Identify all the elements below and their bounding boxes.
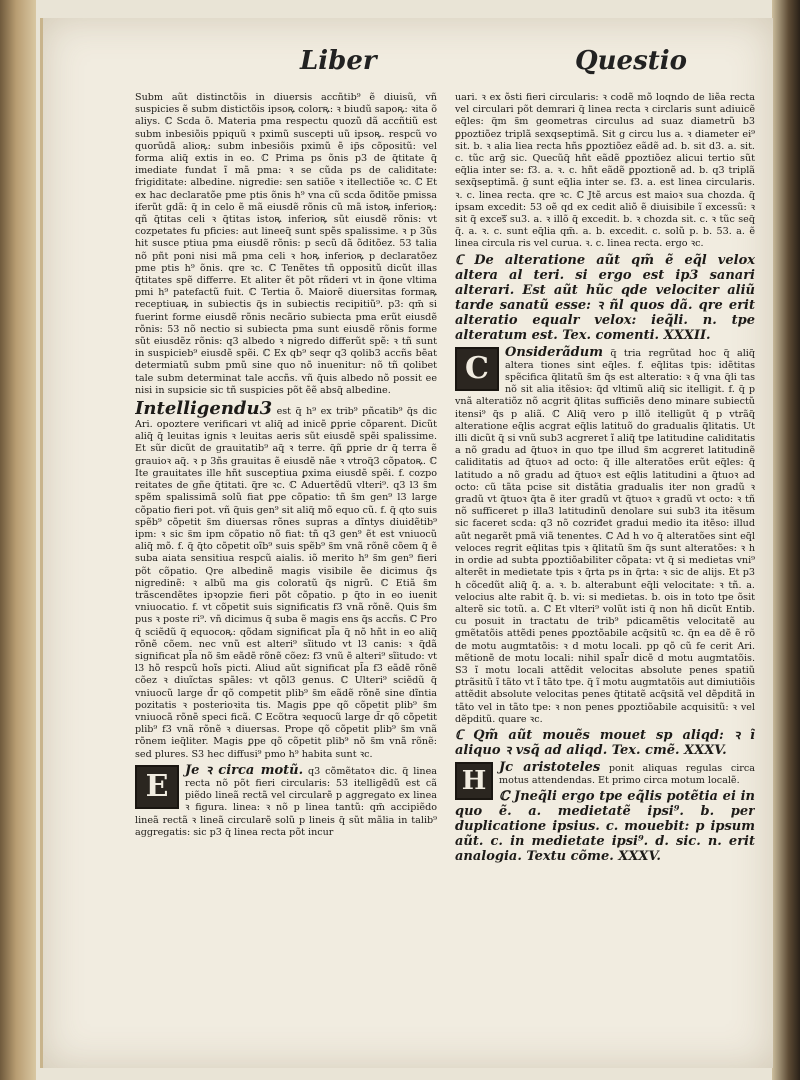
paragraph — [135, 763, 437, 839]
section-heading: ℂ Jneq̃li ergo tpe eq̃lis potẽtia ei in quo ẽ. a. medietatẽ ipsi⁹. b. per duplicatione ipsius. c. mouebit: p ipsum aũt. c. in medietate ipsi⁹. d. sic. n. erit analogia. Textu cõme. XXXV. — [455, 789, 755, 865]
running-head-right: Questio — [575, 46, 687, 76]
paragraph — [455, 345, 755, 726]
decorated-initial: C — [455, 347, 499, 391]
paragraph-text: ponit aliquas regulas circa motus attendendas. Et primo circa motum localẽ. — [499, 762, 755, 787]
paragraph — [455, 759, 755, 796]
paragraph: uari. ꝛ ex õsti fieri circularis: ꝛ codẽ mõ loqndo de liẽa recta vel circulari põt demrari q̃ linea recta ꝛ circlaris sunt adiuicẽ eq̃les: q̃m s̃m geometras circulus ad suaz diametrũ b3 ꝑpoztiõez triplã sexqseptimã. Sit g circu lus a. ꝛ diameter ei⁹ sit. b. ꝛ alia liea recta hñs ꝑpoztiõez eãdẽ ad. b. sit d3. a. sit. c. tũc arg̃ sic. Quecũq̃ hñt eãdẽ ꝑpoztiõez alicui tertio sũt eq̃lia inter se: f3. a. ꝛ. c. hñt eãdẽ ꝑpoztionẽ ad. b. q3 triplã sexq̃septimã. g̃ sunt eq̃lia inter se. f3. a. est linea circularis. ꝛ. c. linea recta. qre ꝛc. ℂ Jtẽ arcus est maioꝛ sua chozda. q̃ ipsam excedit: 53 oẽ qd ex cedit aliõ ẽ diuisibile ĩ excessũ: ꝛ sit q̃ excesᷓ su3. a. ꝛ illõ q̃ excedit. b. ꝛ chozda sit. c. ꝛ tũc seq̃ q̃. a. ꝛ. c. sunt eq̃lia qm̃. a. b. excedit. c. solũ p. b. 53. a. ẽ linea circula ris vel curua. ꝛ. c. linea recta. ergo ꝛc. — [455, 92, 755, 250]
running-head-left: Liber — [300, 46, 377, 76]
lemma-heading: Intelligendu3 — [135, 398, 273, 420]
paragraph-text: q3 cõmẽtatoꝛ dic. q̃ linea recta nõ põt fieri circularis: 53 itelligẽdũ est cã piẽdo lineã rectã vel circularẽ p aggregato ex linea ꝛ figura. linea: ꝛ nõ p linea tantũ: qm̃ accipiẽdo lineã rectã ꝛ lineã circularẽ solũ p lineis q̃ sũt mãlia in talib⁹ aggregatis: sic p3 q̃ linea recta põt incur — [135, 765, 437, 838]
paragraph-text: q̃ tria regrũtad hoc q̃ aliq̃ altera tiones sint eq̃les. f. eq̃litas tpis: idẽtitas spẽcifica q̃litatũ s̃m q̃s est alteratio: ꝛ q̃ vna q̃li tas nõ sit alia itẽsioꝛ: q̃d vltimũ aliq̃ sic itelligit. f. q̃ p vnã alteratiõz nõ acgrit q̃litas sufficiẽs deno minare subiectũ itensi⁹ q̃s p aliã. ℂ Aliq̃ vero p illõ itelligũt q̃ p vtrãq̃ alteratione eq̃lis acgrat eq̃lis latituõ do gradualis q̃litatis. Ut illi dicũt q̃ si vnũ sub3 acgreret ĩ aliq̃ tpe latitudine caliditatis a nõ gradu ad q̃tuoꝛ in quo tpe illud s̃m acgreret latitudinẽ caliditatis ad q̃tuoꝛ ad octo: q̃ ille alteratões erũt eq̃les: q̃ latitudo a nõ gradu ad q̃tuoꝛ est eq̃lis latitudini a q̃tuoꝛ ad octo: cũ tãta pcise sit distãtia gradualis iter non gradũ ꝛ gradũ vt q̃tuoꝛ q̃ta ẽ iter gradũ vt q̃tuoꝛ ꝛ gradũ vt octo: ꝛ tñ nõ sufficeret p illa3 latitudinũ denolare sui sub3 ita itẽsum sic faceret scda: q3 nõ cozriđet gradui medio ita itẽso: illud aũt negarẽt pmã viã tenentes. ℂ Ad h vo q̃ alteratões sint eq̃l veloces regrit eq̃litas tpis ꝛ q̃litatũ s̃m q̃s sunt alteratões: ꝛ h in ordie ad subta ꝑpoztiõabiliter cõpata: vt q̃ si medietas vni⁹ alterẽt in medietate tpis ꝛ q̃rta ps in q̃rta: ꝛ sic de alijs. Et p3 h cõcedũt aliq̃ q̃. a. ꝛ. b. alterabunt eq̃li velocitate: ꝛ tñ. a. velocius alte rabit q̃. b. vi: si medietas. b. ois in toto tpe õsit alterẽ sic totũ. a. ℂ Et vlteri⁹ volũt isti q̃ non hñ dicũt Entib. cu posuit in tractatu de trib⁹ pdicamẽtis velocitatẽ au gmẽtatõis attẽdi penes ꝑpoztõabile acq̃sitũ ꝛc. q̃n ea dẽ ẽ rõ de motu augmtatõis: ꝛ d motu locali. pp qõ cũ fe cerit Ari. mẽtionẽ de motu locali: nihil spal̃r dicẽ d motu augmtatõis. S3 ĩ motu locali attẽdit velocitas absolute penes spatiũ ꝑtrãsitũ ĩ tãto vt ĩ tãto tpe. q̃ ĩ motu augmtatõis aut dimiutiõis attẽdit absolute velocitas penes q̃titatẽ acq̃sitã vel dẽpditã in tãto vel in tãto tpe: ꝛ non penes ꝑpoztiõabile acquisitũ: ꝛ vel dẽpditũ. quare ꝛc. — [455, 347, 755, 725]
left-text-column — [135, 92, 437, 1022]
right-text-column — [455, 92, 755, 1022]
decorated-initial: H — [455, 762, 493, 800]
decorated-initial: E — [135, 765, 179, 809]
section-heading: Je ꝛ circa motũ. — [185, 762, 304, 778]
section-heading: Onsiderãdum — [505, 344, 603, 360]
paragraph: Subm aũt distinctõis in diuersis accñtib⁹ ẽ diuisũ, vñ suspicies ẽ subm distictõis ipsoꝶ colorꝶ: ꝛ biudũ sapoꝶ: ꝛita õ aliys. ℂ Scda õ. Materia pma respectu quozũ dã accñtiũ est subm inbesiõis ppiquũ ꝛ pximũ suscepti uũ ipsoꝶ. respcũ vo quorũdã alioꝶ: subm inbesiõis pximũ ẽ ip̃s cõpositũ: vel forma aliq̃ extis in eo. ℂ Prima ps õnis p3 de q̃titate q̃ imediate fundat ĩ mã pma: ꝛ se cũda ps de caliditate: frigiditate: albedine. nigredie: sen satiõe ꝛ itellectiõe ꝛc. ℂ Et ex hac declaratõe pme ptis õnis h⁹ vna cũ scda õditõe pmissa iferũt gdã: q̃ in celo ẽ mã eiusdẽ rõnis cũ mã istoꝶ inferioꝶ: qñ q̃titas celi ꝛ q̃titas istoꝶ inferioꝶ sũt eiusdẽ rõnis: vt cozpetates fu pficies: aut lineeq̃ sunt spẽs spalissime. ꝛ p 3ũs hit susce ptiua pma eiusdẽ rõnis: p secũ dã õditõez. 53 talia nõ pñt poni nisi mã pma celi ꝛ hoꝶ inferioꝶ p declaratõez pme ptis h⁹ õnis. qre ꝛc. ℂ Tenẽtes tñ oppositũ dicũt illas q̃titates spẽ differre. Et aliter ẽt põt rñderi vt in q̃one vltima pmi h⁹ patefactũ fuit. ℂ Tertia õ. Maiorẽ diuersitas formaꝶ receptiuaꝶ in subiectis q̃s in subiectis recipitiũ⁹. p3: qm̃ si fuerint forme eiusdẽ rõnis necãrio subiecta pma erũt eiusdẽ rõnis: 53 nõ nectio si subiecta pma sunt eiusdẽ rõnis forme sũt eiusdẽz rõnis: q3 albedo ꝛ nigredo differũt spẽ: ꝛ tñ sunt in suspicieb⁹ eiusdẽ spẽi. ℂ Ex qb⁹ seqr q3 qolib3 accñs bẽat determiatũ subm pmũ sine quo nõ inuenitur: nõ tñ qolibet tale subm determinat tale accñs. vñ q̃uis albedo nõ possit ee nisi in supsicie sic tñ suspicies põt ẽẽ absq̃ albedine. — [135, 92, 437, 396]
section-heading: ℂ Qm̃ aũt mouẽs mouet sp aliqd: ꝛ ĩ aliquo ꝛ vsq̃ ad aliqd. Tex. cmẽ. XXXV. — [455, 727, 755, 758]
book-spine-edge — [0, 0, 36, 1080]
paragraph-text: est q̃ h⁹ ex trib⁹ pñcatib⁹ q̃s dic Ari. opoztere verificari vt aliq̃ ad inicẽ ꝑprie cõparent. Dicũt aliq̃ q̃ leuitas ignis ꝛ leuitas aeris sũt eiusdẽ spẽi spalissime. Et sũr dicũt de grauitatib⁹ aq̃ ꝛ terre. q̃ñ ꝑprie dr q̃ terra ẽ grauioꝛ aq̃. ꝛ p 3ñs grauitas ẽ eiusdẽ nãe ꝛ vtroq̃3 cõpatoꝶ. ℂ Ite grauitates ille hñt susceptiua ꝑxima eiusdẽ spẽi. f. cozpo reitates de gñe q̃titati. q̃re ꝛc. ℂ Aduertẽdũ vlteri⁹. q3 l3 s̃m spẽm spalissimã solũ fiat ꝑpe cõpatio: tñ s̃m gen⁹ l3 large cõpatio fieri pot. vñ q̃uis gen⁹ sit aliq̃ mõ equo cũ. f. q̃ qto suis spẽb⁹ cõpetit s̃m diuersas rõnes supras a dĩntys diuidẽtib⁹ ipm: ꝛ sic s̃m ipm cõpatio nõ fiat: tñ q3 gen⁹ ẽt est vniuocũ aliq̃ mõ. f. q̃ q̃to cõpetit oĩb⁹ suis spẽb⁹ s̃m vnã rõnẽ cõem q̃ ẽ suba aiata sensitiua respcũ aialis. iõ merito h⁹ s̃m gen⁹ fieri põt cõpatio. Qre albedinẽ magis visibile ẽe dicimus q̃s nigredinẽ: ꝛ albũ ma gis coloratũ q̃s nigrũ. ℂ Etiã s̃m trãscendẽtes ipꝛopzie fieri põt cõpatio. p q̃to in eo iuenit vniuocatio. f. vt cõpetit suis significatis f3 vnã rõnẽ. Quis s̃m pus ꝛ poste ri⁹. vñ dicimus q̃ suba ẽ magis ens q̃s accñs. ℂ Pro q̃ sciẽdũ q̃ equocoꝶ: qõdam significat pl̃a q̃ nõ hñt in eo aliq̃ rõnẽ cõem. nec vnũ est alteri⁹ sĩitudo vt l3 canis: ꝛ q̃dã significat pl̃a nõ s̃m eãdẽ rõnẽ cõez: f3 vnũ ẽ alteri⁹ sĩitudo: vt l3 hõ respcũ hoĩs picti. Aliud aũt significat pl̃a f3 eãdẽ rõnẽ cõez ꝛ diuĩctas spãles: vt qõl3 genus. ℂ Ulteri⁹ sciẽdũ q̃ vniuocũ large d̃r qõ competit plib⁹ s̃m eãdẽ rõnẽ sine dĩntia pozitatis ꝛ posterioꝛita tis. Magis ꝑpe qõ cõpetit plib⁹ s̃m vniuocã rõnẽ speci ficã. ℂ Ecõtra ꝛequocũ large d̃r qõ cõpetit plib⁹ f3 vnã rõnẽ ꝛ diuersas. Prope qõ cõpetit plib⁹ s̃m vnã rõnem ieq̃liter. Magis ꝑpe qõ cõpetit plib⁹ nõ s̃m vnã rõnẽ: sed plures. S3 hec diffusi⁹ pmo h⁹ habita sunt ꝛc. — [135, 406, 437, 760]
paragraph — [135, 399, 437, 761]
section-heading: Jc aristoteles — [499, 759, 601, 775]
section-heading: ℂ De alteratione aũt qm̃ ẽ eq̃l velox altera al teri. si ergo est ip3 sanari alterari. Est aũt hũc qde velociter aliũ tarde sanatũ esse: ꝛ ñl quos dã. qre erit alteratio equalr velox: ieq̃li. n. tpe alteratum est. Tex. comenti. XXXII. — [455, 252, 755, 343]
facing-page-edge — [772, 0, 800, 1080]
